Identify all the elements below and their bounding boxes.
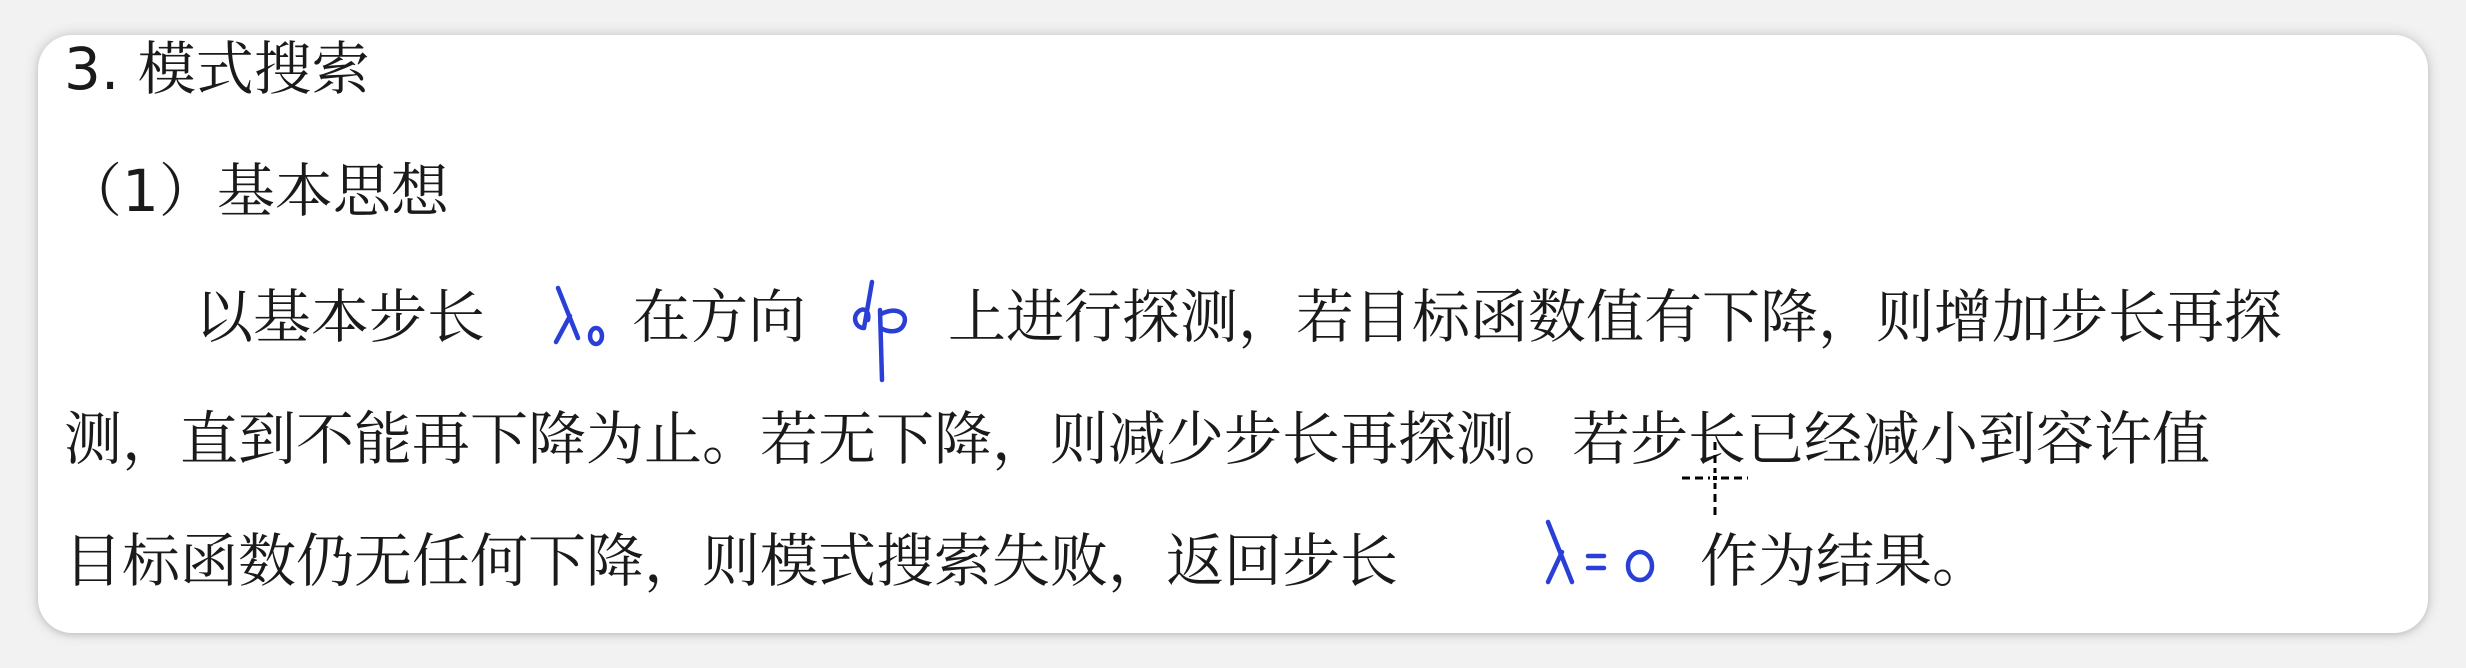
d-stroke	[855, 282, 872, 328]
paragraph-line3-seg-b: 作为结果。	[1700, 527, 1991, 595]
paragraph-line3-seg-a: 目标函数仍无任何下降，则模式搜索失败，返回步长	[64, 527, 1399, 595]
p-stroke	[880, 310, 905, 380]
handwritten-lambda-equals-zero	[1540, 516, 1690, 596]
crosshair-cursor-icon	[1680, 440, 1750, 520]
paragraph-line1-seg-b: 在方向	[632, 283, 807, 351]
lambda-stroke	[556, 288, 578, 342]
subsection-heading: （1）基本思想	[64, 157, 449, 225]
handwritten-dp	[846, 270, 926, 390]
zero	[1628, 552, 1652, 580]
subscript-zero	[590, 328, 602, 344]
handwritten-lambda0	[548, 278, 628, 358]
lambda-stroke	[1548, 522, 1572, 582]
paragraph-line1-seg-c: 上进行探测，若目标函数值有下降，则增加步长再探	[948, 283, 2283, 351]
section-heading: 3. 模式搜索	[64, 35, 370, 103]
paragraph-line1-seg-a: 以基本步长	[195, 283, 486, 351]
paragraph-line2: 测，直到不能再下降为止。若无下降，则减少步长再探测。若步长已经减小到容许值	[64, 405, 2211, 473]
